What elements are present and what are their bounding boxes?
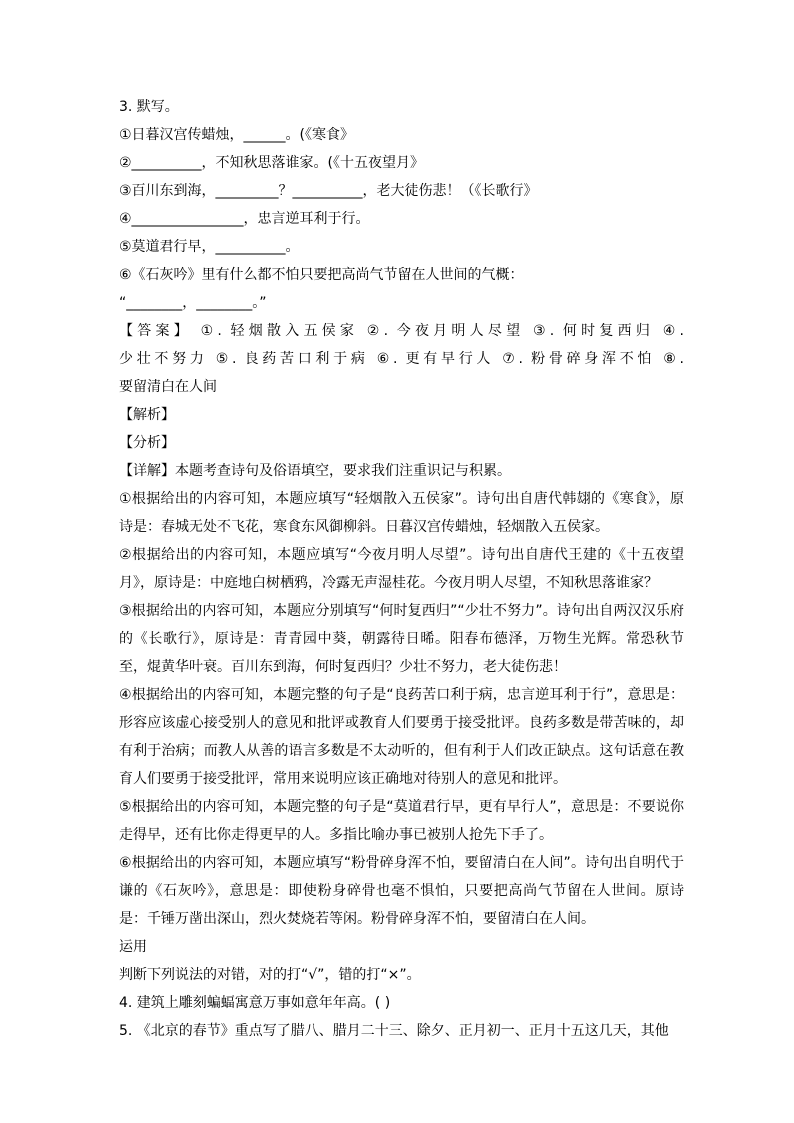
- question-4: 4. 建筑上雕刻蝙蝠寓意万事如意年年高。( ): [119, 995, 391, 1011]
- document-page: [119, 93, 684, 1045]
- fenxi-heading: 【分析】: [119, 435, 175, 451]
- question-3-item-4: ④________________，忠言逆耳利于行。: [119, 211, 370, 227]
- question-3-item-3: ③百川东到海，_________？__________，老大徒伤悲！（《长歌行》: [119, 183, 538, 199]
- detail-intro: 【详解】本题考查诗句及俗语填空，要求我们注重识记与积累。: [119, 463, 511, 479]
- explanation-4: ④根据给出的内容可知，本题完整的句子是“良药苦口利于病，忠言逆耳利于行”，意思是：形容应该虚心接受别人的意见和批评或教育人们要勇于接受批评。良药多数是带苦味的，却有利于治病；而教人从善的语言多数是不太动听的，但有利于人们改正缺点。这句话意在教育人们要勇于接受批评，常用来说明应该正确地对待别人的意见和批评。: [119, 687, 684, 787]
- question-3-item-2: ②__________，不知秋思落谁家。(《十五夜望月》: [119, 155, 425, 171]
- explanation-5: ⑤根据给出的内容可知，本题完整的句子是“莫道君行早，更有早行人”，意思是：不要说你走得早，还有比你走得更早的人。多指比喻办事已被别人抢先下手了。: [119, 799, 684, 843]
- answer-line-2: 少壮不努力 ⑤. 良药苦口利于病 ⑥. 更有早行人 ⑦. 粉骨碎身浑不怕 ⑧.: [119, 351, 684, 367]
- instruction: 判断下列说法的对错，对的打“√”，错的打“×”。: [119, 967, 421, 983]
- explanation-3: ③根据给出的内容可知，本题应分别填写“何时复西归”“少壮不努力”。诗句出自两汉汉乐府的《长歌行》，原诗是：青青园中葵，朝露待日晞。阳春布德泽，万物生光辉。常恐秋节至，焜黄华叶衰。百川东到海，何时复西归？少壮不努力，老大徒伤悲！: [119, 603, 684, 675]
- question-3-item-6: ⑥《石灰吟》里有什么都不怕只要把高尚气节留在人世间的气概：: [119, 267, 524, 283]
- explanation-2: ②根据给出的内容可知，本题应填写“今夜月明人尽望”。诗句出自唐代王建的《十五夜望月》，原诗是：中庭地白树栖鸦，冷露无声湿桂花。今夜月明人尽望，不知秋思落谁家？: [119, 547, 684, 591]
- question-3-title: 3. 默写。: [119, 99, 179, 115]
- analysis-heading: 【解析】: [119, 407, 175, 423]
- answer-line-3: 要留清白在人间: [119, 379, 217, 395]
- question-5: 5. 《北京的春节》重点写了腊八、腊月二十三、除夕、正月初一、正月十五这几天，其他: [119, 1023, 669, 1039]
- question-3-item-6-blanks: “________，________。”: [119, 295, 267, 311]
- question-3-item-5: ⑤莫道君行早，__________。: [119, 239, 300, 255]
- explanation-6: ⑥根据给出的内容可知，本题应填写“粉骨碎身浑不怕，要留清白在人间”。诗句出自明代于谦的《石灰吟》，意思是：即使粉身碎骨也毫不惧怕，只要把高尚气节留在人世间。原诗是：千锤万凿出深山，烈火焚烧若等闲。粉骨碎身浑不怕，要留清白在人间。: [119, 855, 684, 927]
- answer-line-1: 【答案】 ①. 轻烟散入五侯家 ②. 今夜月明人尽望 ③. 何时复西归 ④.: [119, 323, 684, 339]
- question-3-item-1: ①日暮汉宫传蜡烛，______。(《寒食》: [119, 127, 355, 143]
- section-title: 运用: [119, 939, 147, 955]
- explanation-1: ①根据给出的内容可知，本题应填写“轻烟散入五侯家”。诗句出自唐代韩翃的《寒食》，原诗是：春城无处不飞花，寒食东风御柳斜。日暮汉宫传蜡烛，轻烟散入五侯家。: [119, 491, 684, 535]
